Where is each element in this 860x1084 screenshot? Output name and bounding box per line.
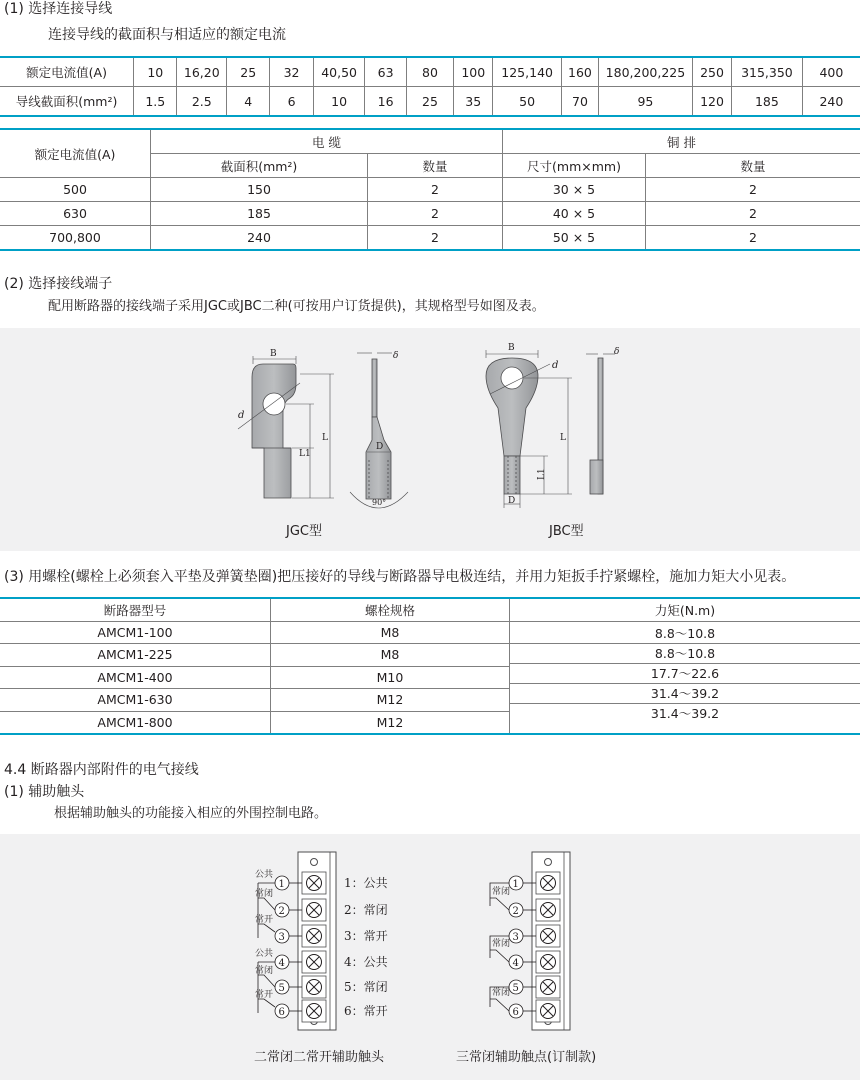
jbc-dim-label-delta: δ — [614, 347, 619, 357]
table-cell: M12 — [271, 689, 510, 712]
jbc-dim-label-d: d — [552, 360, 558, 371]
contact-switch — [490, 999, 509, 1011]
table-cell: AMCM1-225 — [0, 644, 271, 667]
torque-value: 8.8～10.8 — [510, 644, 860, 664]
table-cell: AMCM1-100 — [0, 621, 271, 644]
table-cell: 16 — [365, 87, 406, 117]
section-44-1-heading: (1) 辅助触头 — [4, 784, 84, 800]
terminal-number: 4 — [513, 958, 519, 969]
section-1-heading: (1) 选择连接导线 — [4, 1, 112, 17]
terminal-legend: 3：常开 — [344, 928, 388, 943]
table-row — [0, 202, 860, 226]
aux-contact-panel — [0, 834, 860, 1080]
terminal-number: 3 — [279, 932, 285, 943]
bolt-torque-table — [0, 597, 860, 735]
header-qty-cable: 数量 — [368, 154, 503, 178]
terminal-number: 6 — [513, 1007, 519, 1018]
table-row — [0, 57, 860, 87]
dim-label-d-diameter: D — [376, 442, 383, 452]
table-cell: 4 — [227, 87, 270, 117]
terminal-legend: 1：公共 — [344, 875, 388, 890]
torque-value: 8.8～10.8 — [510, 624, 860, 644]
table-cell: 2 — [368, 178, 503, 202]
table-cell: AMCM1-800 — [0, 711, 271, 734]
wire-label: 常开 — [255, 988, 273, 1000]
jbc-dim-label-d-diameter: D — [508, 496, 515, 506]
contact-switch — [258, 924, 275, 932]
table-cell: 25 — [406, 87, 454, 117]
header-cable: 电 缆 — [151, 129, 503, 154]
terminal-legend: 4：公共 — [344, 954, 388, 969]
jbc-dim-label-b: B — [508, 343, 515, 353]
table-cell: 10 — [134, 57, 177, 87]
wire-label: 公共 — [255, 947, 273, 959]
jgc-caption: JGC型 — [286, 520, 322, 539]
terminal-legend: 5：常闭 — [344, 979, 388, 994]
header-copper: 铜 排 — [503, 129, 860, 154]
aux-contact-diagram — [0, 834, 860, 1080]
table-cell: 35 — [454, 87, 493, 117]
table-cell: 2 — [646, 226, 860, 251]
jgc-front-view — [238, 356, 334, 498]
section-2-heading: (2) 选择接线端子 — [4, 276, 112, 292]
table-cell: 180,200,225 — [598, 57, 692, 87]
table-row — [0, 178, 860, 202]
table-cell: 50 — [493, 87, 562, 117]
table-cell: 63 — [365, 57, 406, 87]
contact-switch — [490, 950, 509, 962]
table-cell: 80 — [406, 57, 454, 87]
jgc-side-view — [350, 353, 408, 508]
terminal-number: 2 — [513, 906, 519, 917]
terminal-number: 2 — [279, 906, 285, 917]
wire-label: 常闭 — [492, 937, 510, 949]
dim-label-delta: δ — [393, 351, 398, 361]
table-header-row — [0, 598, 860, 621]
terminal-number: 4 — [279, 958, 285, 969]
mount-hole — [311, 859, 318, 866]
wire-label: 常开 — [255, 913, 273, 925]
table-cell: 240 — [802, 87, 860, 117]
terminal-number: 5 — [279, 983, 285, 994]
aux-terminal-block-right — [490, 852, 570, 1030]
wire-label: 常闭 — [492, 885, 510, 897]
section-44-subheading: 根据辅助触头的功能接入相应的外围控制电路。 — [54, 806, 327, 822]
table-cell: 2.5 — [177, 87, 227, 117]
wire-current-table — [0, 56, 860, 117]
header-qty-copper: 数量 — [646, 154, 860, 178]
header-bolt: 螺栓规格 — [271, 598, 510, 621]
section-2-subheading: 配用断路器的接线端子采用JGC或JBC二种(可按用户订货提供)，其规格型号如图及表。 — [48, 299, 545, 315]
torque-cell — [510, 621, 860, 734]
header-size: 尺寸(mm×mm) — [503, 154, 646, 178]
terminal-diagram — [0, 328, 860, 551]
table-cell: 120 — [692, 87, 731, 117]
contact-switch — [258, 975, 275, 987]
table-cell: 2 — [646, 202, 860, 226]
section-3-heading: (3) 用螺栓(螺栓上必须套入平垫及弹簧垫圈)把压接好的导线与断路器导电极连结，并用力矩扳手拧紧螺栓，施加力矩大小见表。 — [4, 569, 795, 585]
terminal-number: 6 — [279, 1007, 285, 1018]
aux-left-caption: 二常闭二常开辅助触头 — [254, 1046, 384, 1065]
torque-values — [510, 624, 860, 723]
header-area: 截面积(mm²) — [151, 154, 368, 178]
header-current: 额定电流值(A) — [0, 129, 151, 178]
jbc-dim-label-l1: L1 — [537, 468, 547, 480]
table-cell: 500 — [0, 178, 151, 202]
table-cell: 2 — [368, 226, 503, 251]
table-cell: 2 — [368, 202, 503, 226]
table-cell: 70 — [561, 87, 598, 117]
terminal-legend: 6：常开 — [344, 1003, 388, 1018]
cable-copper-table — [0, 128, 860, 251]
aux-terminal-block-left — [255, 852, 388, 1030]
wire-label: 常闭 — [255, 887, 273, 899]
dim-label-l: L — [322, 433, 328, 443]
table-cell: M8 — [271, 621, 510, 644]
wire-label: 公共 — [255, 868, 273, 880]
table-row — [0, 226, 860, 251]
table-cell: 630 — [0, 202, 151, 226]
jbc-front-view — [486, 350, 572, 508]
contact-switch — [490, 898, 509, 910]
terminal-number: 1 — [279, 879, 285, 890]
contact-switch — [258, 898, 275, 910]
table-cell: 185 — [732, 87, 803, 117]
dim-label-angle: 90° — [372, 498, 386, 507]
table-cell: 100 — [454, 57, 493, 87]
table-cell: AMCM1-630 — [0, 689, 271, 712]
torque-value: 31.4～39.2 — [510, 704, 860, 723]
terminal-legend: 2：常闭 — [344, 902, 388, 917]
table-cell: 30 × 5 — [503, 178, 646, 202]
dim-label-d: d — [238, 410, 244, 421]
row-label-current: 额定电流值(A) — [0, 57, 134, 87]
jbc-dim-label-l: L — [560, 433, 566, 443]
table-cell: 50 × 5 — [503, 226, 646, 251]
table-header-row — [0, 129, 860, 154]
table-cell: 240 — [151, 226, 368, 251]
mount-hole — [545, 859, 552, 866]
table-cell: M12 — [271, 711, 510, 734]
header-model: 断路器型号 — [0, 598, 271, 621]
table-cell: M8 — [271, 644, 510, 667]
table-cell: 160 — [561, 57, 598, 87]
aux-right-caption: 三常闭辅助触点(订制款) — [456, 1046, 596, 1065]
torque-value: 31.4～39.2 — [510, 684, 860, 704]
table-cell: M10 — [271, 666, 510, 689]
jbc-caption: JBC型 — [549, 520, 584, 539]
table-cell: 2 — [646, 178, 860, 202]
terminal-number: 5 — [513, 983, 519, 994]
jbc-side-view — [586, 354, 615, 494]
table-cell: 185 — [151, 202, 368, 226]
section-44-heading: 4.4 断路器内部附件的电气接线 — [4, 762, 199, 778]
table-row — [0, 621, 860, 644]
terminal-number: 3 — [513, 932, 519, 943]
dim-label-l1: L1 — [299, 449, 311, 459]
wire-label: 常闭 — [255, 964, 273, 976]
table-cell: 150 — [151, 178, 368, 202]
terminal-number: 1 — [513, 879, 519, 890]
table-cell: 700,800 — [0, 226, 151, 251]
table-cell: 400 — [802, 57, 860, 87]
table-cell: 125,140 — [493, 57, 562, 87]
table-cell: AMCM1-400 — [0, 666, 271, 689]
table-cell: 1.5 — [134, 87, 177, 117]
table-cell: 25 — [227, 57, 270, 87]
table-cell: 6 — [270, 87, 313, 117]
table-cell: 16,20 — [177, 57, 227, 87]
table-cell: 10 — [313, 87, 365, 117]
table-cell: 315,350 — [732, 57, 803, 87]
table-cell: 95 — [598, 87, 692, 117]
header-torque: 力矩(N.m) — [510, 598, 860, 621]
contact-switch — [258, 999, 275, 1007]
wire-label: 常闭 — [492, 986, 510, 998]
table-cell: 32 — [270, 57, 313, 87]
torque-value: 17.7～22.6 — [510, 664, 860, 684]
table-cell: 40 × 5 — [503, 202, 646, 226]
table-cell: 250 — [692, 57, 731, 87]
dim-label-b: B — [270, 349, 277, 359]
table-cell: 40,50 — [313, 57, 365, 87]
section-1-subheading: 连接导线的截面积与相适应的额定电流 — [48, 27, 286, 43]
table-row — [0, 87, 860, 117]
terminal-diagram-panel — [0, 328, 860, 551]
row-label-area: 导线截面积(mm²) — [0, 87, 134, 117]
